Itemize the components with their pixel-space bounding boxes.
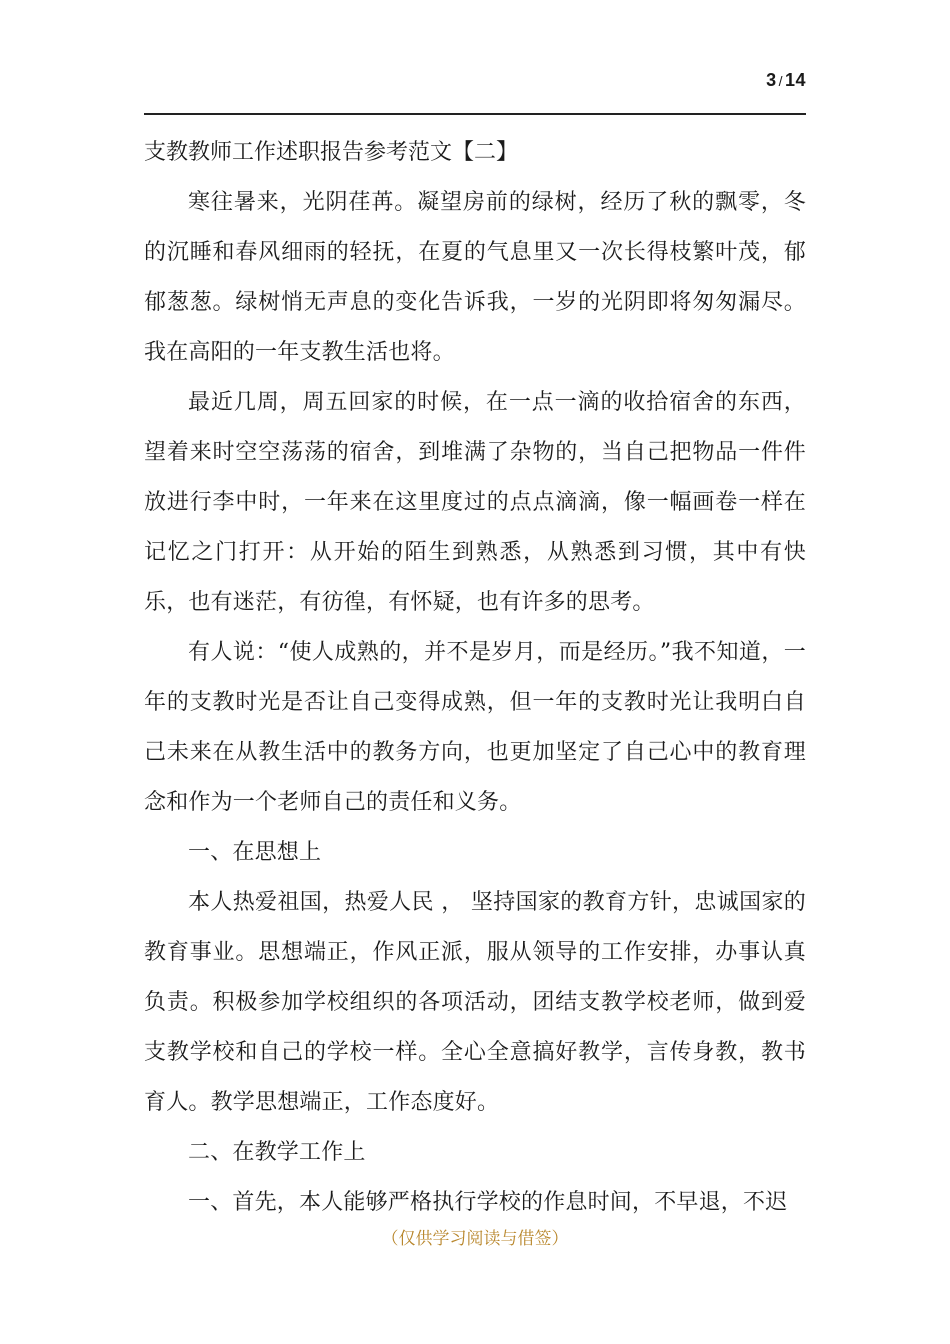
paragraph-intro: 寒往暑来，光阴荏苒。凝望房前的绿树，经历了秋的飘零，冬的沉睡和春风细雨的轻抚，在夏的气息里又一次长得枝繁叶茂，郁郁葱葱。绿树悄无声息的变化告诉我，一岁的光阴即将匆匆漏尽。我在高阳的一年支教生活也将。 — [144, 190, 806, 365]
page-number — [766, 70, 806, 91]
section-heading-ideology: 一、在思想上 — [188, 840, 322, 865]
header-divider — [144, 113, 806, 115]
paragraph-ideology: 本人热爱祖国，热爱人民 ， 坚持国家的教育方针，忠诚国家的教育事业。思想端正，作风正派，服从领导的工作安排，办事认真负责。积极参加学校组织的各项活动，团结支教学校老师，做到爱支教学校和自己的学校一样。全心全意搞好教学，言传身教，教书育人。教学思想端正，工作态度好。 — [144, 890, 806, 1115]
document-body — [144, 128, 806, 1228]
document-title: 支教教师工作述职报告参考范文【二】 — [144, 140, 519, 165]
paragraph-maturity: 有人说：“使人成熟的，并不是岁月，而是经历。”我不知道，一年的支教时光是否让自己变得成熟，但一年的支教时光让我明白自己未来在从教生活中的教务方向，也更加坚定了自己心中的教育理念和作为一个老师自己的责任和义务。 — [144, 640, 806, 815]
page-separator: / — [778, 73, 783, 89]
paragraph-teaching: 一、首先，本人能够严格执行学校的作息时间，不早退，不迟 — [188, 1190, 788, 1215]
paragraph-recent-weeks: 最近几周，周五回家的时候，在一点一滴的收拾宿舍的东西，望着来时空空荡荡的宿舍，到堆满了杂物的，当自己把物品一件件放进行李中时，一年来在这里度过的点点滴滴，像一幅画卷一样在记忆之门打开：从开始的陌生到熟悉，从熟悉到习惯，其中有快乐，也有迷茫，有彷徨，有怀疑，也有许多的思考。 — [144, 390, 806, 615]
section-heading-teaching: 二、在教学工作上 — [188, 1140, 366, 1165]
footer-note: （仅供学习阅读与借签） — [381, 1229, 569, 1249]
page-current: 3 — [766, 70, 777, 90]
page-total: 14 — [784, 70, 806, 90]
